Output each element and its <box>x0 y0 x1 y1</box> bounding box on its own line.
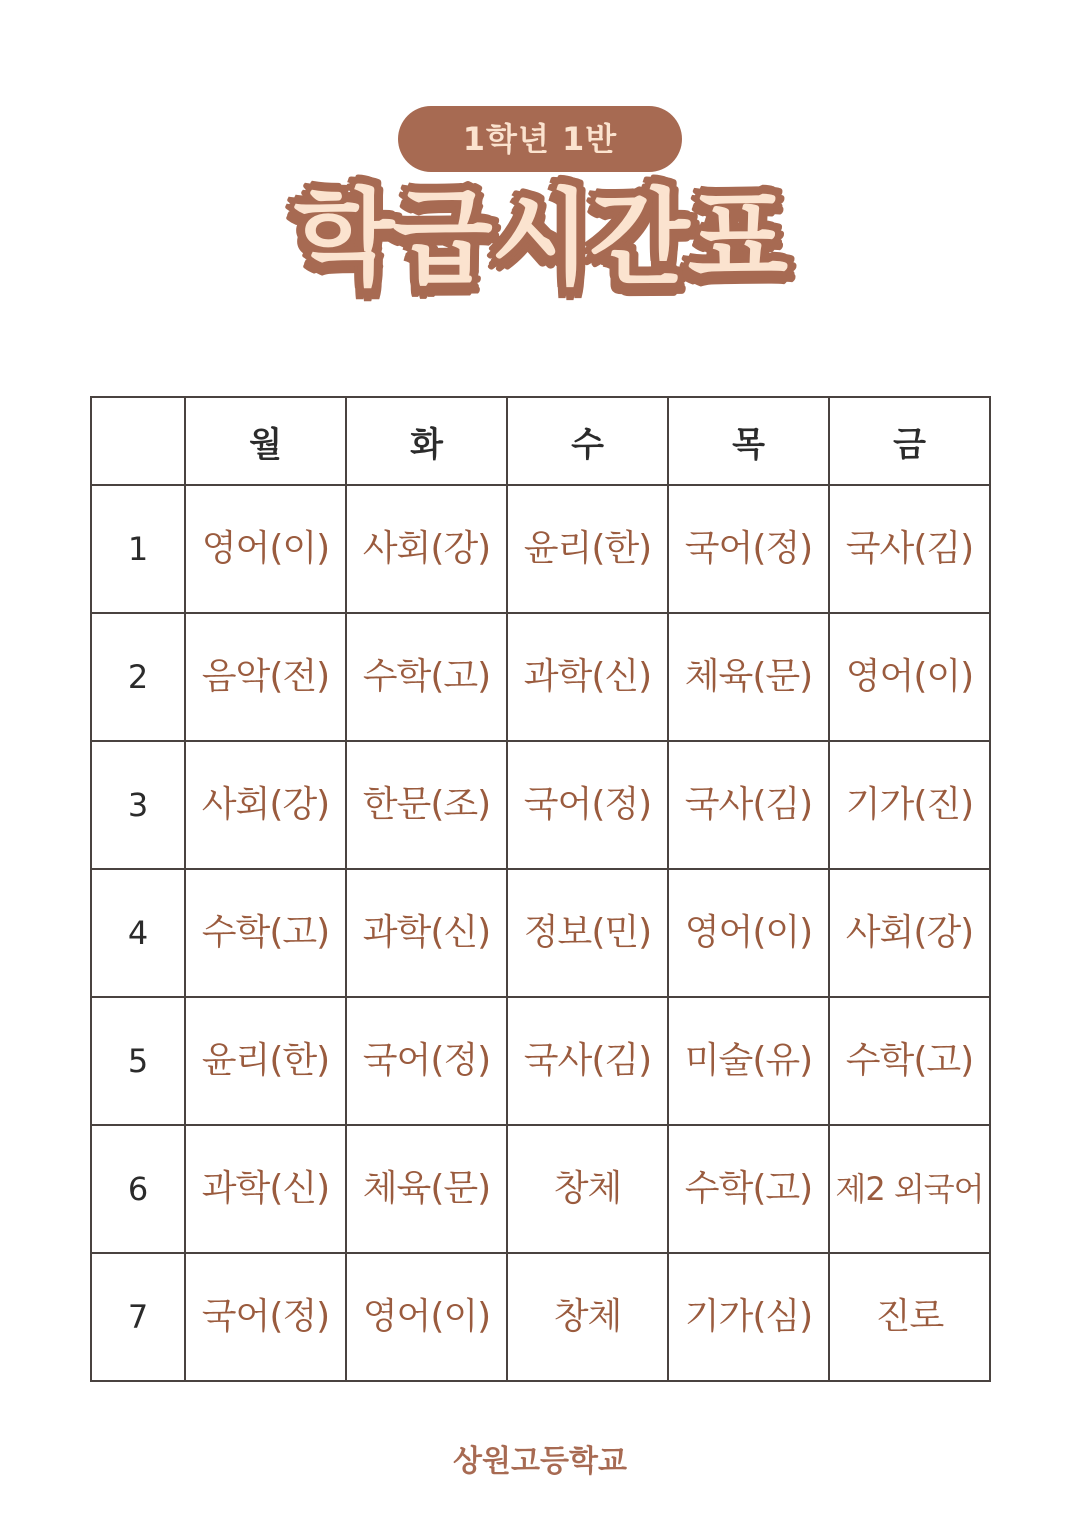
period-number: 5 <box>91 997 185 1125</box>
table-row <box>91 1125 990 1253</box>
period-number: 4 <box>91 869 185 997</box>
table-row <box>91 1253 990 1381</box>
table-row <box>91 613 990 741</box>
class-label: 1학년 1반 <box>462 120 618 158</box>
period-number: 6 <box>91 1125 185 1253</box>
subject-cell: 사회(강) <box>185 741 346 869</box>
subject-cell: 국어(정) <box>346 997 507 1125</box>
subject-cell: 국어(정) <box>507 741 668 869</box>
subject-cell: 국어(정) <box>185 1253 346 1381</box>
table-row <box>91 741 990 869</box>
subject-cell: 체육(문) <box>668 613 829 741</box>
subject-cell: 국사(김) <box>668 741 829 869</box>
subject-cell: 국어(정) <box>668 485 829 613</box>
subject-cell: 영어(이) <box>829 613 990 741</box>
subject-cell: 과학(신) <box>185 1125 346 1253</box>
day-header-wed: 수 <box>507 397 668 485</box>
subject-cell: 창체 <box>507 1253 668 1381</box>
day-header-fri: 금 <box>829 397 990 485</box>
subject-cell: 국사(김) <box>829 485 990 613</box>
period-number: 3 <box>91 741 185 869</box>
subject-cell: 미술(유) <box>668 997 829 1125</box>
period-number: 1 <box>91 485 185 613</box>
class-label-badge <box>398 106 682 172</box>
subject-cell: 한문(조) <box>346 741 507 869</box>
subject-cell: 사회(강) <box>829 869 990 997</box>
subject-cell: 정보(민) <box>507 869 668 997</box>
subject-cell: 수학(고) <box>829 997 990 1125</box>
subject-cell: 과학(신) <box>507 613 668 741</box>
subject-cell: 영어(이) <box>346 1253 507 1381</box>
subject-cell: 영어(이) <box>185 485 346 613</box>
table-row <box>91 869 990 997</box>
subject-cell: 수학(고) <box>185 869 346 997</box>
subject-cell: 진로 <box>829 1253 990 1381</box>
subject-cell: 음악(전) <box>185 613 346 741</box>
subject-cell: 수학(고) <box>346 613 507 741</box>
subject-cell: 기가(심) <box>668 1253 829 1381</box>
timetable-header-row <box>91 397 990 485</box>
timetable <box>90 396 991 1382</box>
day-header-tue: 화 <box>346 397 507 485</box>
subject-cell: 체육(문) <box>346 1125 507 1253</box>
table-row <box>91 485 990 613</box>
subject-cell: 영어(이) <box>668 869 829 997</box>
day-header-mon: 월 <box>185 397 346 485</box>
corner-cell <box>91 397 185 485</box>
page-title: 학급시간표 <box>293 177 787 299</box>
subject-cell: 윤리(한) <box>507 485 668 613</box>
subject-cell: 수학(고) <box>668 1125 829 1253</box>
subject-cell: 제2 외국어 <box>829 1125 990 1253</box>
subject-cell: 윤리(한) <box>185 997 346 1125</box>
table-row <box>91 997 990 1125</box>
school-name: 상원고등학교 <box>453 1444 627 1479</box>
subject-cell: 기가(진) <box>829 741 990 869</box>
subject-cell: 사회(강) <box>346 485 507 613</box>
subject-cell: 창체 <box>507 1125 668 1253</box>
subject-cell: 국사(김) <box>507 997 668 1125</box>
period-number: 7 <box>91 1253 185 1381</box>
day-header-thu: 목 <box>668 397 829 485</box>
subject-cell: 과학(신) <box>346 869 507 997</box>
period-number: 2 <box>91 613 185 741</box>
